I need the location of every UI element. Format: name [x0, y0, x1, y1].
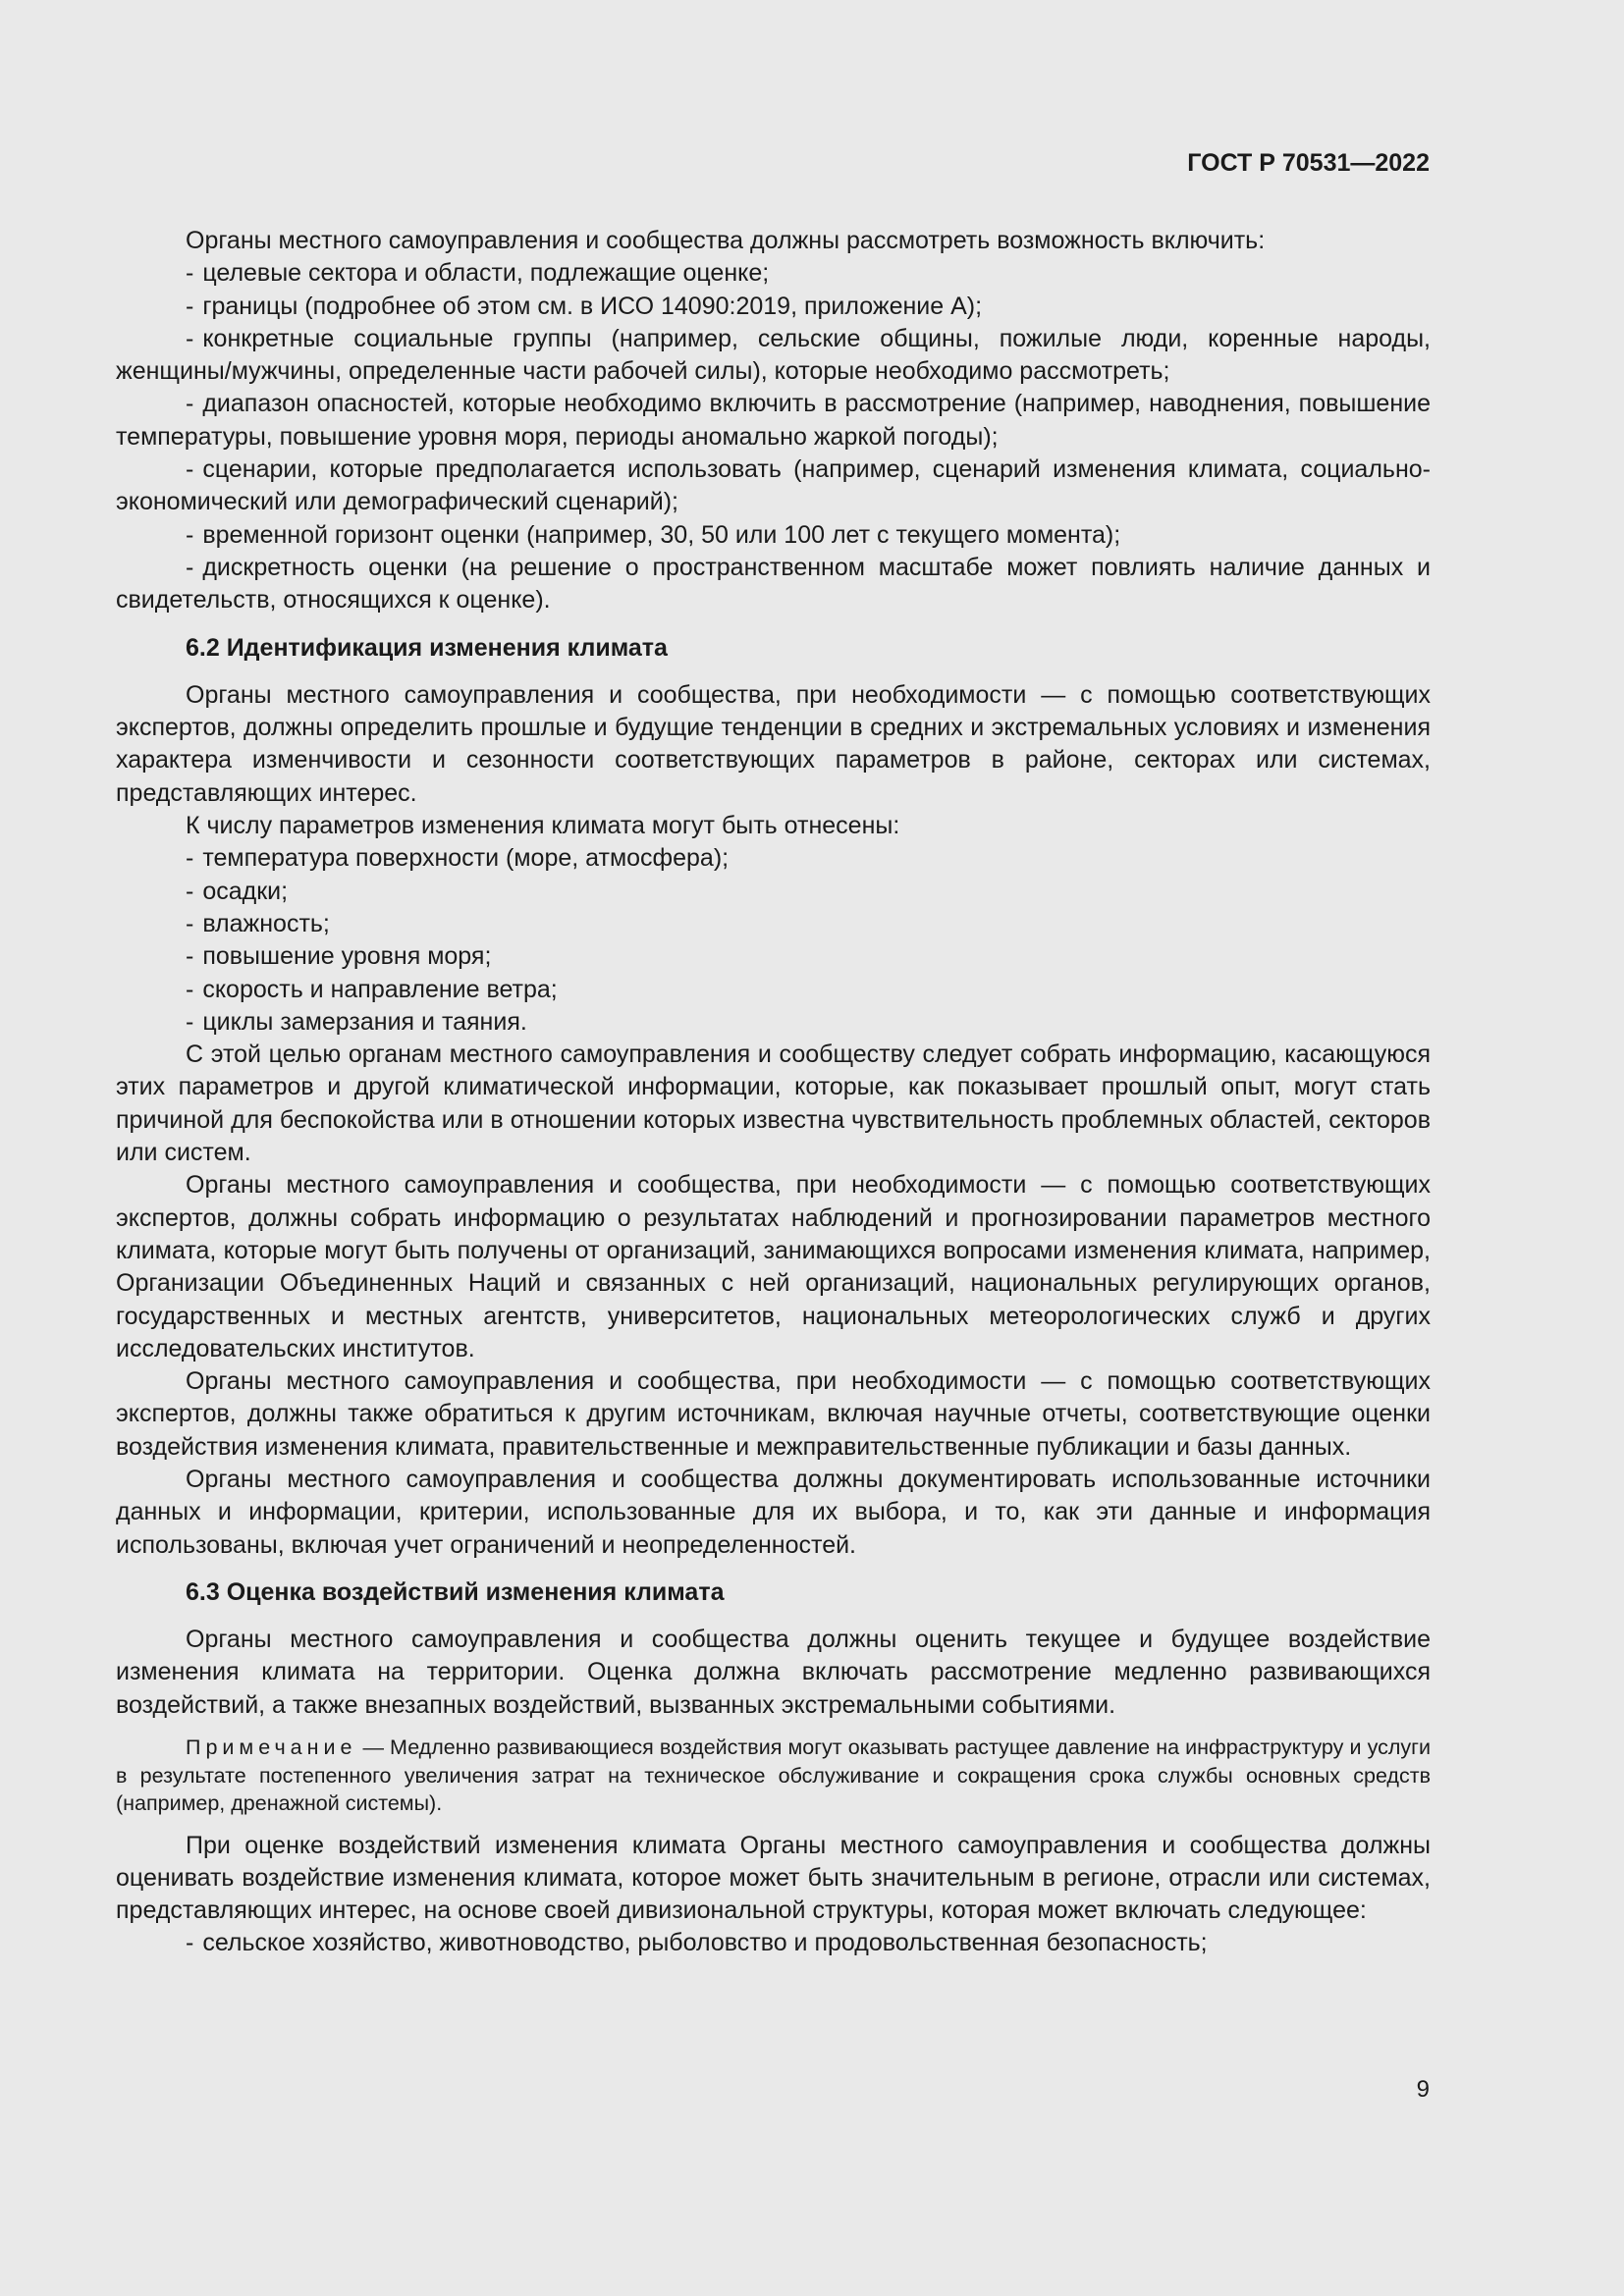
list-item: - температура поверхности (море, атмосфера);	[186, 844, 730, 873]
list-item: - диапазон опасностей, которые необходимо включить в рассмотрение (например, наводнения, повышение температуры, повышение уровня моря, периоды аномально жаркой погоды);	[116, 390, 1431, 451]
list-item: - сельское хозяйство, животноводство, рыболовство и продовольственная безопасность;	[186, 1929, 1208, 1957]
paragraph: Органы местного самоуправления и сообщества, при необходимости — с помощью соответствующих экспертов, должны определить прошлые и будущие тенденции в средних и экстремальных условиях и изменения характера изменчивости и сезонности соответствующих параметров в районе, секторах или системах, представляющих интерес.	[116, 680, 1431, 807]
list-item: - дискретность оценки (на решение о пространственном масштабе может повлиять наличие данных и свидетельств, относящихся к оценке).	[116, 553, 1431, 614]
page-content	[116, 225, 1431, 1960]
list-item: - скорость и направление ветра;	[186, 975, 558, 1003]
paragraph: Органы местного самоуправления и сообщества, при необходимости — с помощью соответствующих экспертов, должны собрать информацию о результатах наблюдений и прогнозировании параметров местного климата, которые могут быть получены от организаций, занимающихся вопросами изменения климата, например, Организации Объединенных Наций и связанных с ней организаций, национальных регулирующих органов, государственных и местных агентств, университетов, национальных метеорологических служб и других исследовательских институтов.	[116, 1171, 1431, 1362]
list-item: - конкретные социальные группы (например, сельские общины, пожилые люди, коренные народы, женщины/мужчины, определенные части рабочей силы), которые необходимо рассмотреть;	[116, 324, 1431, 386]
intro-lead: Органы местного самоуправления и сообщества должны рассмотреть возможность включить:	[186, 227, 1266, 254]
list-item: - повышение уровня моря;	[186, 942, 492, 971]
note	[116, 1734, 1431, 1818]
list-item: - сценарии, которые предполагается использовать (например, сценарий изменения климата, социально-экономический или демографический сценарий);	[116, 455, 1431, 516]
note-text: — Медленно развивающиеся воздействия могут оказывать растущее давление на инфраструктуру и услуги в результате постепенного увеличения затрат на техническое обслуживание и сокращения срока службы основных средств (например, дренажной системы).	[116, 1735, 1431, 1816]
section-heading: 6.2 Идентификация изменения климата	[186, 633, 668, 662]
paragraph: К числу параметров изменения климата могут быть отнесены:	[186, 812, 900, 840]
document-number: ГОСТ Р 70531—2022	[1187, 149, 1430, 177]
list-item: - влажность;	[186, 909, 330, 937]
list-item: - границы (подробнее об этом см. в ИСО 14090:2019, приложение А);	[186, 292, 983, 320]
list-item: - временной горизонт оценки (например, 30, 50 или 100 лет с текущего момента);	[186, 520, 1121, 549]
list-item: - циклы замерзания и таяния.	[186, 1007, 527, 1036]
list-item: - целевые сектора и области, подлежащие оценке;	[186, 259, 770, 288]
paragraph: Органы местного самоуправления и сообщества должны документировать использованные источники данных и информации, критерии, использованные для их выбора, и то, как эти данные и информация использованы, включая учет ограничений и неопределенностей.	[116, 1465, 1431, 1559]
note-label: Примечание	[186, 1735, 357, 1760]
page-number: 9	[1416, 2076, 1430, 2103]
list-item: - осадки;	[186, 877, 289, 905]
paragraph: При оценке воздействий изменения климата Органы местного самоуправления и сообщества должны оценивать воздействие изменения климата, которое может быть значительным в регионе, отрасли или системах, представляющих интерес, на основе своей дивизиональной структуры, которая может включать следующее:	[116, 1831, 1431, 1925]
paragraph: Органы местного самоуправления и сообщества должны оценить текущее и будущее воздействие изменения климата на территории. Оценка должна включать рассмотрение медленно развивающихся воздействий, а также внезапных воздействий, вызванных экстремальными событиями.	[116, 1626, 1431, 1719]
section-heading: 6.3 Оценка воздействий изменения климата	[186, 1577, 725, 1606]
paragraph: Органы местного самоуправления и сообщества, при необходимости — с помощью соответствующих экспертов, должны также обратиться к другим источникам, включая научные отчеты, соответствующие оценки воздействия изменения климата, правительственные и межправительственные публикации и базы данных.	[116, 1367, 1431, 1461]
paragraph: С этой целью органам местного самоуправления и сообществу следует собрать информацию, касающуюся этих параметров и другой климатической информации, которые, как показывает прошлый опыт, могут стать причиной для беспокойства или в отношении которых известна чувствительность проблемных областей, секторов или систем.	[116, 1041, 1431, 1167]
